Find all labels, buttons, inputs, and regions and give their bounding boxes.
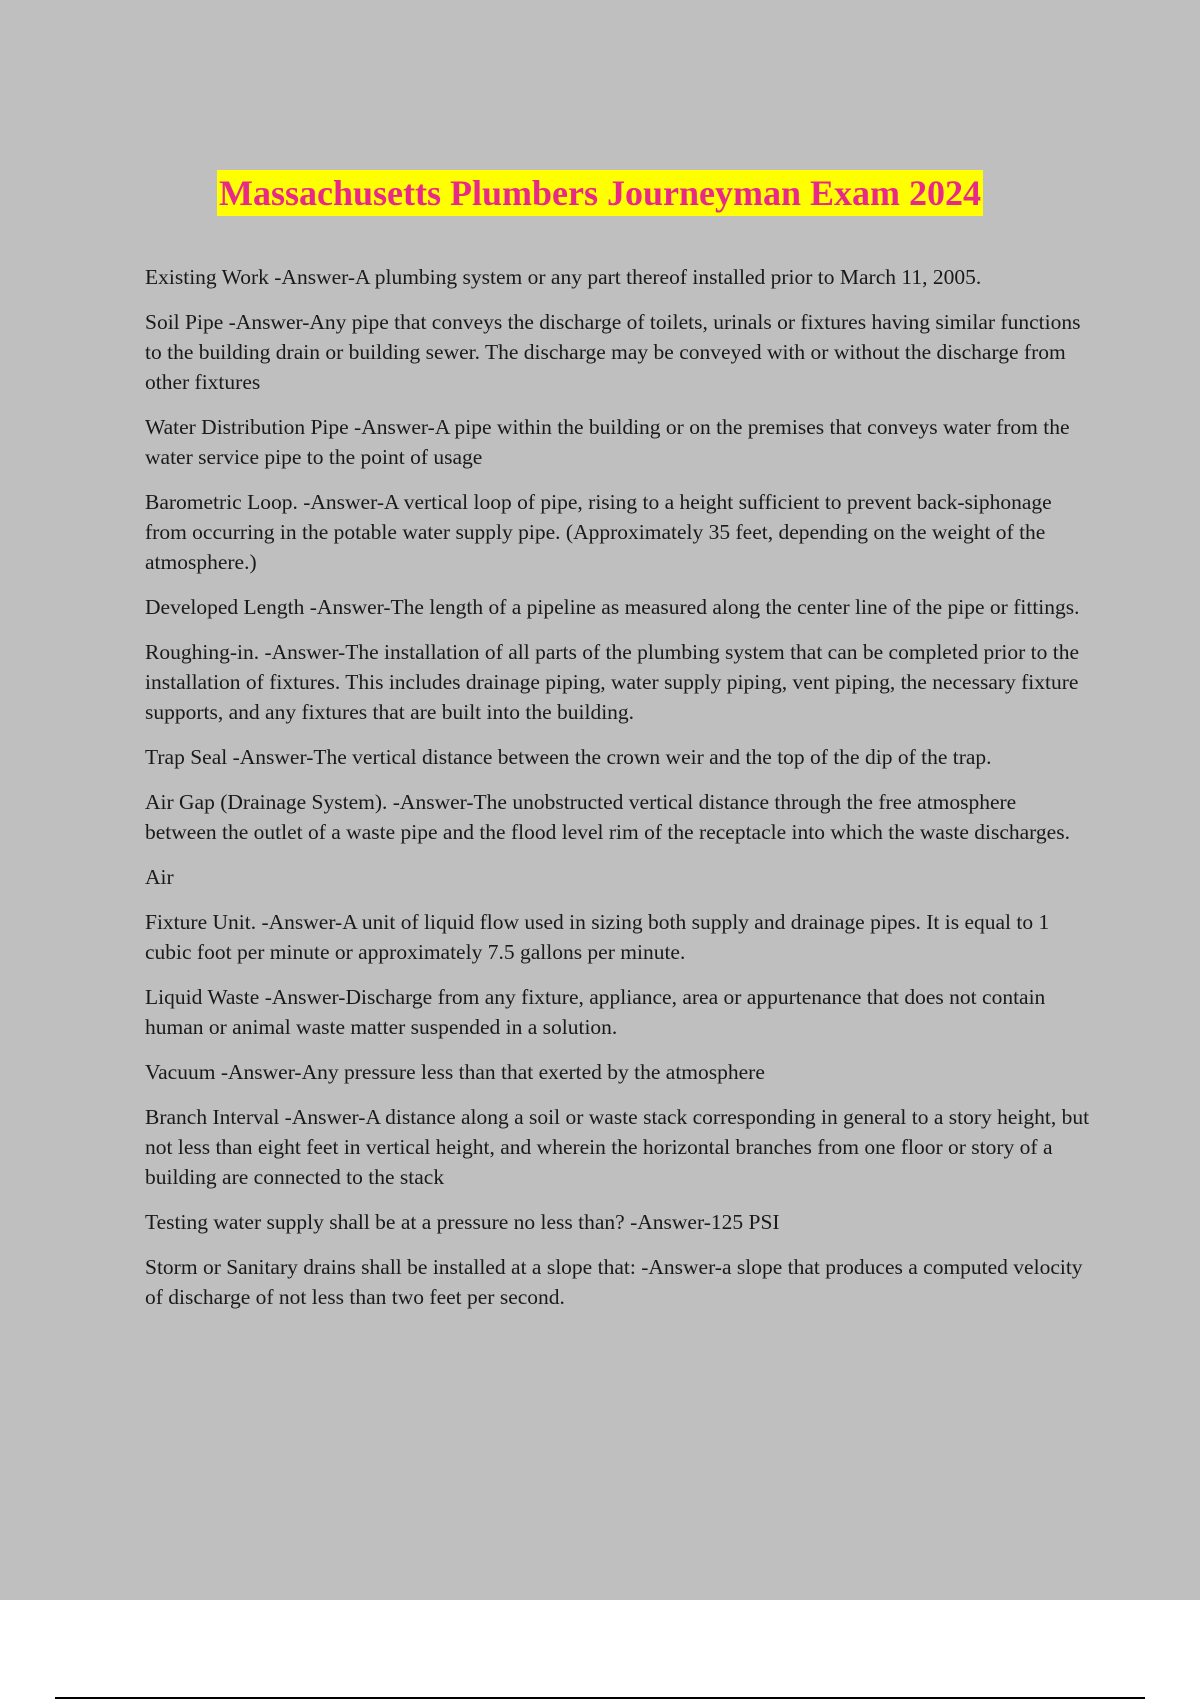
flashcard-entry-vacuum: Vacuum -Answer-Any pressure less than that exerted by the atmosphere	[145, 1060, 765, 1084]
flashcard-entry-water-distribution-pipe: Water Distribution Pipe -Answer-A pipe within the building or on the premises that conveys water from the water service pipe to the point of usage	[145, 415, 1070, 469]
flashcard-entry-existing-work: Existing Work -Answer-A plumbing system or any part thereof installed prior to March 11, 2005.	[145, 265, 982, 289]
flashcard-entry-roughing-in: Roughing-in. -Answer-The installation of all parts of the plumbing system that can be completed prior to the installation of fixtures. This includes drainage piping, water supply piping, vent piping, the necessary fixture supports, and any fixtures that are built into the building.	[145, 640, 1080, 724]
flashcard-entry-testing-water-supply: Testing water supply shall be at a pressure no less than? -Answer-125 PSI	[145, 1210, 780, 1234]
flashcard-entry-fixture-unit: Fixture Unit. -Answer-A unit of liquid flow used in sizing both supply and drainage pipes. It is equal to 1 cubic foot per minute or approximately 7.5 gallons per minute.	[145, 910, 1050, 964]
flashcard-entry-air-gap: Air Gap (Drainage System). -Answer-The unobstructed vertical distance through the free atmosphere between the outlet of a waste pipe and the flood level rim of the receptacle into which the waste discharges.	[145, 790, 1070, 844]
flashcard-entry-branch-interval: Branch Interval -Answer-A distance along a soil or waste stack corresponding in general to a story height, but not less than eight feet in vertical height, and wherein the horizontal branches from one floor or story of a building are connected to the stack	[145, 1105, 1090, 1189]
flashcard-entry-storm-sanitary-drains: Storm or Sanitary drains shall be installed at a slope that: -Answer-a slope that produces a computed velocity of discharge of not less than two feet per second.	[145, 1255, 1083, 1309]
flashcard-entry-barometric-loop: Barometric Loop. -Answer-A vertical loop of pipe, rising to a height sufficient to prevent back-siphonage from occurring in the potable water supply pipe. (Approximately 35 feet, depending on the weight of the atmosphere.)	[145, 490, 1052, 574]
flashcard-list	[145, 262, 1090, 1327]
flashcard-entry-air: Air	[145, 865, 174, 889]
flashcard-entry-trap-seal: Trap Seal -Answer-The vertical distance between the crown weir and the top of the dip of the trap.	[145, 745, 992, 769]
flashcard-entry-liquid-waste: Liquid Waste -Answer-Discharge from any fixture, appliance, area or appurtenance that does not contain human or animal waste matter suspended in a solution.	[145, 985, 1046, 1039]
flashcard-entry-developed-length: Developed Length -Answer-The length of a pipeline as measured along the center line of the pipe or fittings.	[145, 595, 1080, 619]
flashcard-entry-soil-pipe: Soil Pipe -Answer-Any pipe that conveys the discharge of toilets, urinals or fixtures having similar functions to the building drain or building sewer. The discharge may be conveyed with or without the discharge from other fixtures	[145, 310, 1081, 394]
document-title: Massachusetts Plumbers Journeyman Exam 2024	[217, 170, 983, 216]
title-container	[0, 170, 1200, 216]
footer-divider	[55, 1697, 1145, 1699]
